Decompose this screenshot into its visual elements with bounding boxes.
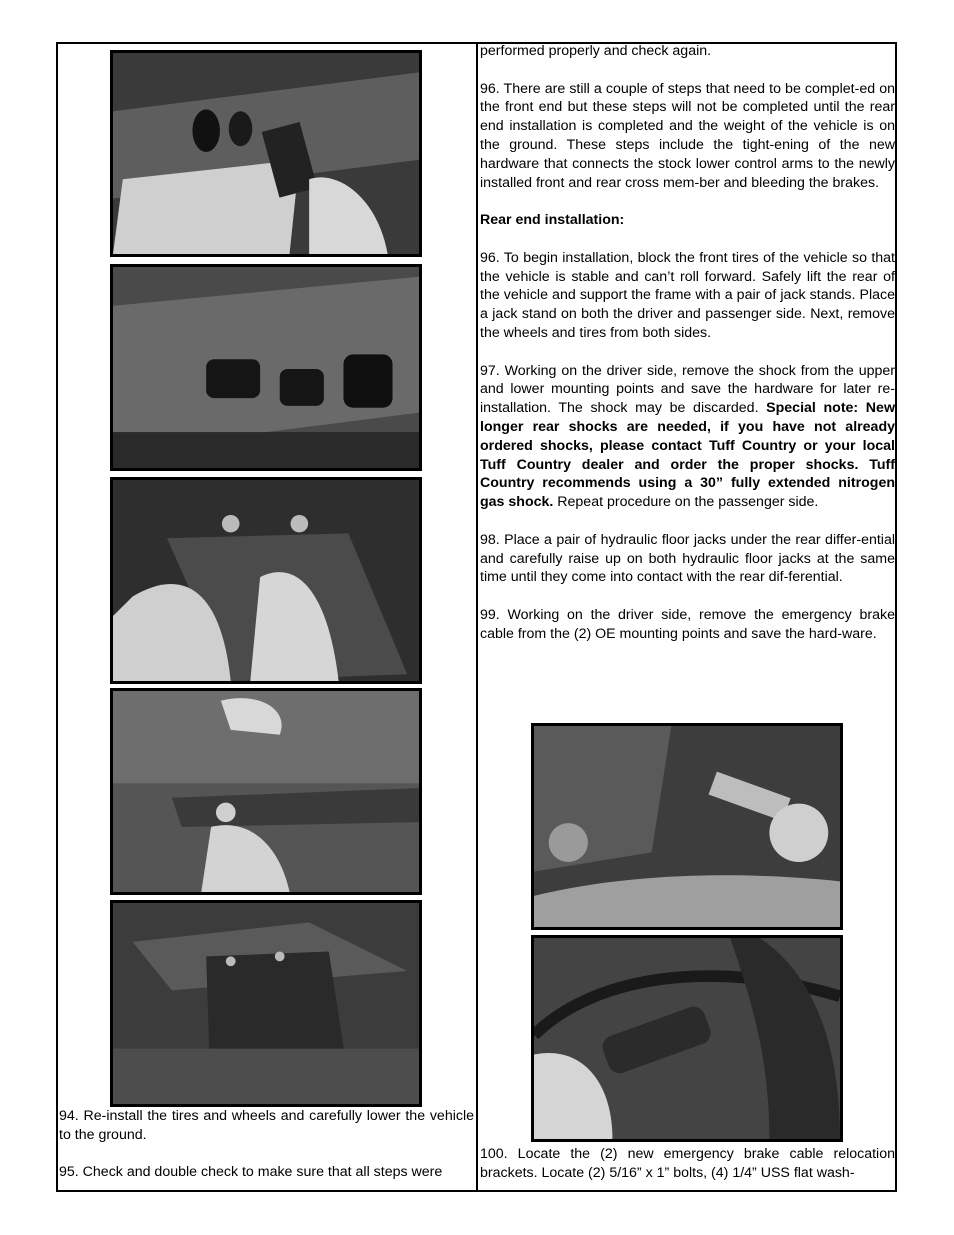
column-divider xyxy=(476,42,478,1192)
step-95-continued: performed properly and check again. xyxy=(480,43,712,59)
step-94: 94. Re-install the tires and wheels and carefully lower the vehicle to the ground. xyxy=(59,1108,474,1143)
photo-ratchet-brake-bracket xyxy=(531,723,843,930)
step-97: 97. Working on the driver side, remove the shock from the upper and lower mounting points and save the hardware for later re-installation. The shock may be discarded. Special note: New longer rear shocks are needed, if you have not already ordered shocks, please contact Tuff Country or your local Tuff Country dealer and order the proper shocks. Tuff Country recommends using a 30” fully extended nitrogen gas shock. Repeat procedure on the passenger side. xyxy=(480,362,895,511)
photo-plate-nut-tighten xyxy=(110,688,422,895)
step-100: 100. Locate the (2) new emergency brake cable relocation brackets. Locate (2) 5/16” x 1” bolts, (4) 1/4” USS flat wash- xyxy=(480,1146,895,1181)
right-column-text xyxy=(480,42,895,662)
photo-skid-plate-installed xyxy=(110,900,422,1107)
photo-transmission-crossmember-bracket xyxy=(110,50,422,257)
step-96-rear: 96. To begin installation, block the front tires of the vehicle so that the vehicle is stable and can’t roll forward. Safely lift the rear of the vehicle and support the frame with a pair of jack stands. Place a jack stand on both the driver and passenger side. Next, remove the wheels and tires from both sides. xyxy=(480,249,895,341)
step-99: 99. Working on the driver side, remove the emergency brake cable from the (2) OE mounting points and save the hard-ware. xyxy=(480,606,895,642)
left-column-text xyxy=(59,1107,474,1201)
photo-ratchet-cable-mount xyxy=(531,935,843,1142)
step-96-front: 96. There are still a couple of steps that need to be complet-ed on the front end but these steps will not be completed until the rear end installation is completed and the weight of the vehicle is on the ground. These steps include the tight-ening of the new hardware that connects the stock lower control arms to the newly installed front and rear cross mem-ber and bleeding the brakes. xyxy=(480,80,895,191)
photo-plate-bolts-hands xyxy=(110,477,422,684)
step-98: 98. Place a pair of hydraulic floor jacks under the rear differ-ential and carefully raise up on both hydraulic floor jacks at the same time until they come into contact with the rear dif-ferential. xyxy=(480,531,895,586)
special-note: Special note: New longer rear shocks are needed, if you have not already ordered shocks, please contact Tuff Country or your local Tuff Country dealer and order the proper shocks. Tuff Country recommends using a 30” fully extended nitrogen gas shock. xyxy=(480,400,895,511)
right-column-bottom-text xyxy=(480,1145,895,1201)
photo-frame-holes xyxy=(110,264,422,471)
step-95: 95. Check and double check to make sure that all steps were xyxy=(59,1164,443,1181)
section-heading-rear-end: Rear end installation: xyxy=(480,212,625,229)
